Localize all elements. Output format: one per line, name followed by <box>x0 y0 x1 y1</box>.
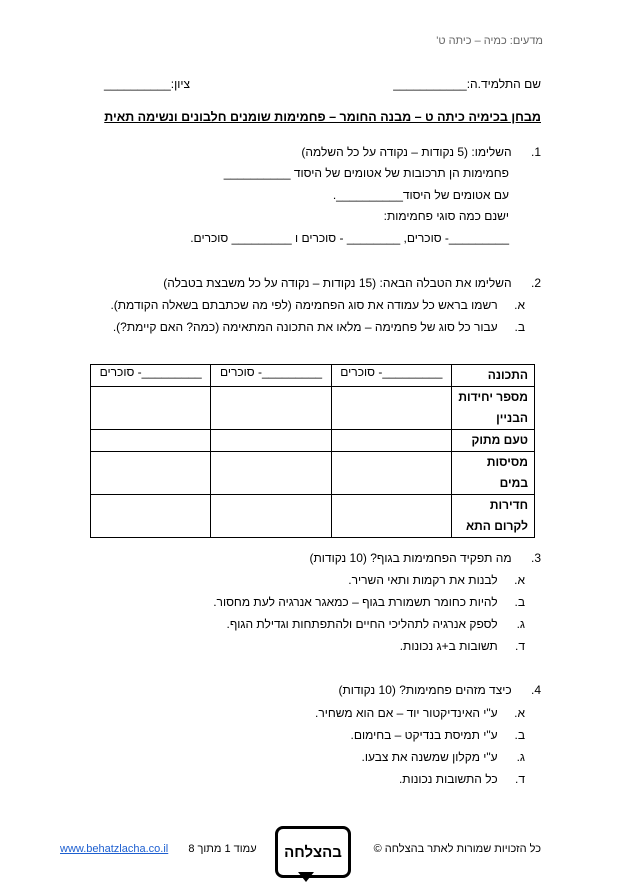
table-cell[interactable] <box>331 430 451 452</box>
q3-option-a[interactable] <box>348 570 525 591</box>
table-corner-cell: התכונה <box>452 365 535 387</box>
question-number: 3. <box>530 551 541 565</box>
table-cell[interactable] <box>331 387 451 430</box>
table-cell[interactable] <box>211 387 331 430</box>
page-number: עמוד 1 מתוך 8 <box>188 843 257 855</box>
q2-sub-b <box>113 317 525 338</box>
sub-letter: א. <box>514 298 525 312</box>
table-cell[interactable] <box>331 495 451 538</box>
q4-option-d[interactable] <box>399 769 525 790</box>
table-row <box>91 430 535 452</box>
question-4 <box>339 680 542 701</box>
table-row <box>91 387 535 430</box>
site-link[interactable]: www.behatzlacha.co.il <box>60 843 169 855</box>
student-name-field: שם התלמיד.ה:___________ <box>393 77 541 91</box>
table-header-row <box>91 365 535 387</box>
table-cell[interactable] <box>91 495 211 538</box>
option-text: תשובות ב+ג נכונות. <box>399 639 498 653</box>
option-text: לבנות את רקמות ותאי השריר. <box>348 573 498 587</box>
option-text: לספק אנרגיה לתהליכי החיים ולהתפתחות וגדילת הגוף. <box>226 617 498 631</box>
option-letter: ד. <box>515 639 525 653</box>
option-letter: א. <box>514 706 525 720</box>
sub-letter: ב. <box>514 320 525 334</box>
question-number: 2. <box>530 276 541 290</box>
sub-text: רשמו בראש כל עמודה את סוג הפחמימה (לפי מה שכתבתם בשאלה הקודמת). <box>110 298 498 312</box>
table-cell[interactable] <box>211 452 331 495</box>
table-row-header: מסיסות במים <box>452 452 535 495</box>
option-letter: ג. <box>516 617 525 631</box>
question-1 <box>301 142 541 163</box>
table-col-header: _________- סוכרים <box>211 365 331 387</box>
table-cell[interactable] <box>211 430 331 452</box>
table-cell[interactable] <box>91 452 211 495</box>
q4-option-a[interactable] <box>315 703 525 724</box>
sub-text: עבור כל סוג של פחמימה – מלאו את התכונה המתאימה (כמה? האם קיימת?). <box>112 320 498 334</box>
question-text: כיצד מזהים פחמימות? (10 נקודות) <box>338 683 512 697</box>
table-cell[interactable] <box>211 495 331 538</box>
q1-line: פחמימות הן תרכובות של אטומים של היסוד __________ <box>223 166 509 180</box>
question-number: 4. <box>530 683 541 697</box>
option-letter: ד. <box>515 772 525 786</box>
q1-line: עם אטומים של היסוד__________. <box>332 188 509 202</box>
q4-option-b[interactable] <box>351 725 525 746</box>
table-row <box>91 452 535 495</box>
q3-option-d[interactable] <box>400 636 525 657</box>
option-letter: ב. <box>514 728 525 742</box>
logo-speech-tail-icon <box>298 872 314 882</box>
q3-option-c[interactable] <box>226 614 525 635</box>
option-text: כל התשובות נכונות. <box>398 772 498 786</box>
behatzlacha-logo: בהצלחה <box>275 826 351 878</box>
footer-left <box>60 843 257 855</box>
question-3 <box>310 548 541 569</box>
option-letter: ב. <box>514 595 525 609</box>
option-letter: א. <box>514 573 525 587</box>
q1-line: ישנם כמה סוגי פחמימות: <box>383 209 509 223</box>
q1-line: _________- סוכרים, ________ - סוכרים ו _________ סוכרים. <box>190 231 509 245</box>
question-text: השלימו את הטבלה הבאה: (15 נקודות – נקודה על כל משבצת בטבלה) <box>163 276 512 290</box>
question-text: מה תפקיד הפחמימות בגוף? (10 נקודות) <box>309 551 512 565</box>
option-text: להיות כחומר תשמורת בגוף – כמאגר אנרגיה לעת מחסור. <box>213 595 498 609</box>
subject-header: מדעים: כמיה – כיתה ט' <box>436 35 543 47</box>
option-text: ע"י האינדיקטור יוד – אם הוא משחיר. <box>315 706 498 720</box>
grade-field: ציון:__________ <box>104 77 190 91</box>
table-col-header: _________- סוכרים <box>331 365 451 387</box>
carbohydrates-table <box>90 364 535 538</box>
question-2 <box>163 273 541 294</box>
exam-title: מבחן בכימיה כיתה ט – מבנה החומר – פחמימות שומנים חלבונים ונשימה תאית <box>104 110 541 124</box>
table-row-header: טעם מתוק <box>452 430 535 452</box>
option-text: ע"י תמיסת בנדיקט – בחימום. <box>350 728 498 742</box>
q4-option-c[interactable] <box>362 747 526 768</box>
table-cell[interactable] <box>91 387 211 430</box>
table-cell[interactable] <box>331 452 451 495</box>
q3-option-b[interactable] <box>213 592 525 613</box>
copyright-notice: כל הזכויות שמורות לאתר בהצלחה © <box>373 843 541 855</box>
question-text: השלימו: (5 נקודות – נקודה על כל השלמה) <box>301 145 512 159</box>
table-row <box>91 495 535 538</box>
table-row-header: חדירות לקרום התא <box>452 495 535 538</box>
q2-sub-a <box>110 295 525 316</box>
table-cell[interactable] <box>91 430 211 452</box>
table-col-header: _________- סוכרים <box>91 365 211 387</box>
question-number: 1. <box>530 145 541 159</box>
table-row-header: מספר יחידות הבניין <box>452 387 535 430</box>
option-text: ע"י מקלון שמשנה את צבעו. <box>361 750 498 764</box>
option-letter: ג. <box>516 750 525 764</box>
